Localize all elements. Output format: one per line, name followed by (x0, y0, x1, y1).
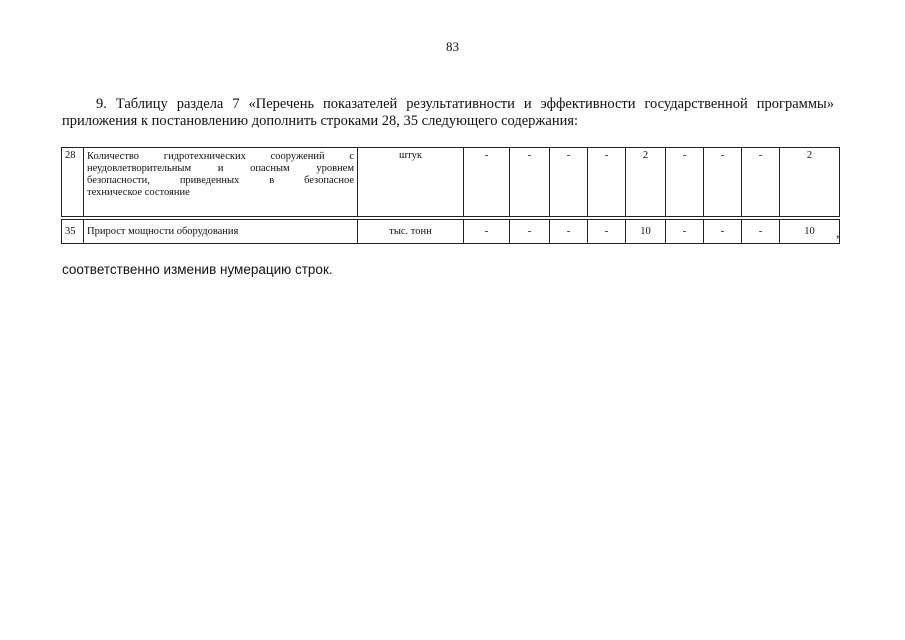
value-cell: - (510, 148, 550, 217)
intro-paragraph (62, 96, 834, 130)
closing-text: соответственно изменив нумерацию строк. (62, 262, 333, 277)
value-cell: - (510, 220, 550, 244)
value-cell: - (550, 148, 588, 217)
indicator-name-line: безопасности, приведенных в безопасное (87, 175, 354, 186)
value-cell: - (464, 148, 510, 217)
unit-cell: тыс. тонн (358, 220, 464, 244)
indicator-name-line: Количество гидротехнических сооружений с (87, 151, 354, 162)
value-cell: - (666, 148, 704, 217)
table-row (62, 148, 840, 217)
value-cell: - (704, 220, 742, 244)
row-number: 28 (62, 148, 84, 217)
value-cell: - (666, 220, 704, 244)
value-cell: - (704, 148, 742, 217)
indicator-name-line: Прирост мощности оборудования (87, 225, 239, 237)
value-cell: 10 (626, 220, 666, 244)
value-cell: - (588, 220, 626, 244)
value-cell: - (464, 220, 510, 244)
indicator-name (84, 148, 358, 217)
unit-cell: штук (358, 148, 464, 217)
indicator-name-line: техническое состояние (87, 187, 190, 198)
trailing-comma: , (836, 226, 840, 241)
intro-line-2: приложения к постановлению дополнить строками 28, 35 следующего содержания: (62, 113, 579, 129)
value-cell: - (550, 220, 588, 244)
value-cell: - (742, 148, 780, 217)
indicator-name (84, 220, 358, 244)
value-cell: 10 (780, 220, 840, 244)
value-cell: 2 (780, 148, 840, 217)
value-cell: - (742, 220, 780, 244)
value-cell: 2 (626, 148, 666, 217)
table-row (62, 220, 840, 244)
indicators-table (61, 147, 840, 244)
intro-line-1: 9. Таблицу раздела 7 «Перечень показателей результативности и эффективности государственной программы» (96, 96, 834, 112)
indicator-name-line: неудовлетворительным и опасным уровнем (87, 163, 354, 174)
row-number: 35 (62, 220, 84, 244)
page-number: 83 (446, 39, 459, 54)
value-cell: - (588, 148, 626, 217)
